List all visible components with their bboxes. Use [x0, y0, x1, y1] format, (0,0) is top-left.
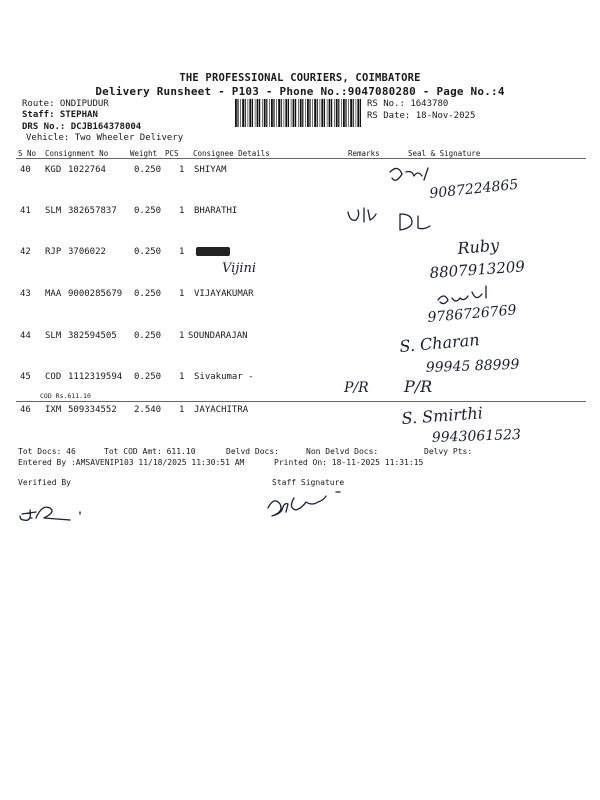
col-consignment: Consignment No	[45, 149, 109, 158]
signature-row46: S. Smirthi	[400, 403, 484, 428]
phone-row44: 99945 88999	[425, 356, 520, 376]
signature-row40	[390, 168, 428, 180]
row-prefix: SLM	[45, 206, 62, 216]
row-number: 382657837	[68, 206, 117, 216]
remark-row45: P/R	[344, 380, 369, 396]
row-number: 382594505	[68, 331, 117, 341]
row-consignee: Sivakumar -	[194, 372, 254, 382]
staff-signature-label: Staff Signature	[272, 478, 345, 487]
row-consignee: VIJAYAKUMAR	[194, 289, 254, 299]
row-weight: 0.250	[134, 289, 162, 299]
row-sno: 41	[20, 206, 31, 216]
row-sno: 45	[20, 372, 31, 382]
name-row42: Vijini	[222, 261, 257, 276]
row-pcs: 1	[179, 331, 185, 341]
row-weight: 2.540	[134, 405, 162, 415]
row-pcs: 1	[179, 206, 185, 216]
tot-docs: Tot Docs: 46	[18, 447, 76, 456]
staff-signature-ink	[268, 492, 340, 516]
row-prefix: COD	[45, 372, 62, 382]
cod-note: COD Rs.611.10	[40, 392, 91, 400]
row-sno: 42	[20, 247, 31, 257]
vehicle-label: Vehicle: Two Wheeler Delivery	[26, 133, 184, 143]
signature-row44: S. Charan	[398, 330, 481, 356]
row-weight: 0.250	[134, 206, 162, 216]
row-sno: 43	[20, 289, 31, 299]
company-title: THE PROFESSIONAL COURIERS, COIMBATORE	[179, 72, 421, 84]
row-weight: 0.250	[134, 247, 162, 257]
row-prefix: KGD	[45, 165, 62, 175]
signature-row41	[400, 214, 430, 230]
row-consignee: SHIYAM	[194, 165, 227, 175]
entered-by: Entered By :AMSAVENIP103 11/18/2025 11:30:51 AM	[18, 458, 245, 467]
row-sno: 40	[20, 165, 31, 175]
col-weight: Weight	[130, 149, 158, 158]
tot-cod-amt: Tot COD Amt: 611.10	[104, 447, 196, 456]
col-remarks: Remarks	[348, 149, 380, 158]
staff-label: Staff: STEPHAN	[22, 110, 98, 120]
col-seal: Seal & Signature	[408, 149, 481, 158]
row-number: 1022764	[68, 165, 106, 175]
verified-by-label: Verified By	[18, 478, 71, 487]
row-pcs: 1	[179, 372, 185, 382]
row-prefix: SLM	[45, 331, 62, 341]
delvy-pts: Delvy Pts:	[424, 447, 473, 456]
rs-number: RS No.: 1643780	[367, 99, 449, 109]
phone-row42: 8807913209	[429, 257, 526, 282]
printed-on: Printed On: 18-11-2025 11:31:15	[274, 458, 424, 467]
row-pcs: 1	[179, 289, 185, 299]
row-pcs: 1	[179, 247, 185, 257]
signature-row45: P/R	[404, 377, 433, 396]
row-number: 509334552	[68, 405, 117, 415]
row-sno: 46	[20, 405, 31, 415]
phone-row40: 9087224865	[428, 176, 520, 202]
row-weight: 0.250	[134, 331, 162, 341]
delvd-docs: Delvd Docs:	[226, 447, 279, 456]
row-number: 3706022	[68, 247, 106, 257]
row-weight: 0.250	[134, 165, 162, 175]
non-delvd-docs: Non Delvd Docs:	[306, 447, 379, 456]
col-sno: S No	[18, 149, 37, 158]
signature-row42: Ruby	[456, 235, 500, 258]
row-sno: 44	[20, 331, 31, 341]
drs-number: DRS No.: DCJB164378004	[22, 122, 142, 132]
row-weight: 0.250	[134, 372, 162, 382]
route-label: Route: ONDIPUDUR	[22, 99, 109, 109]
col-consignee: Consignee Details	[193, 149, 270, 158]
row-pcs: 1	[179, 405, 185, 415]
row-consignee: BHARATHI	[194, 206, 238, 216]
row-number: 1112319594	[68, 372, 123, 382]
col-pcs: PCS	[165, 149, 179, 158]
row-prefix: IXM	[45, 405, 62, 415]
rs-date: RS Date: 18-Nov-2025	[367, 111, 476, 121]
signature-row43	[438, 286, 486, 304]
phone-row43: 9786726769	[426, 302, 518, 326]
remark-mark-row41	[348, 208, 376, 222]
row-pcs: 1	[179, 165, 185, 175]
phone-row46: 9943061523	[431, 426, 522, 446]
row-prefix: RJP	[45, 247, 62, 257]
verified-signature	[20, 507, 80, 520]
runsheet-subtitle: Delivery Runsheet - P103 - Phone No.:9047080280 - Page No.:4	[95, 85, 505, 98]
row-prefix: MAA	[45, 289, 62, 299]
row-number: 9000285679	[68, 289, 123, 299]
row-consignee: SOUNDARAJAN	[188, 331, 248, 341]
row-consignee: JAYACHITRA	[194, 405, 249, 415]
